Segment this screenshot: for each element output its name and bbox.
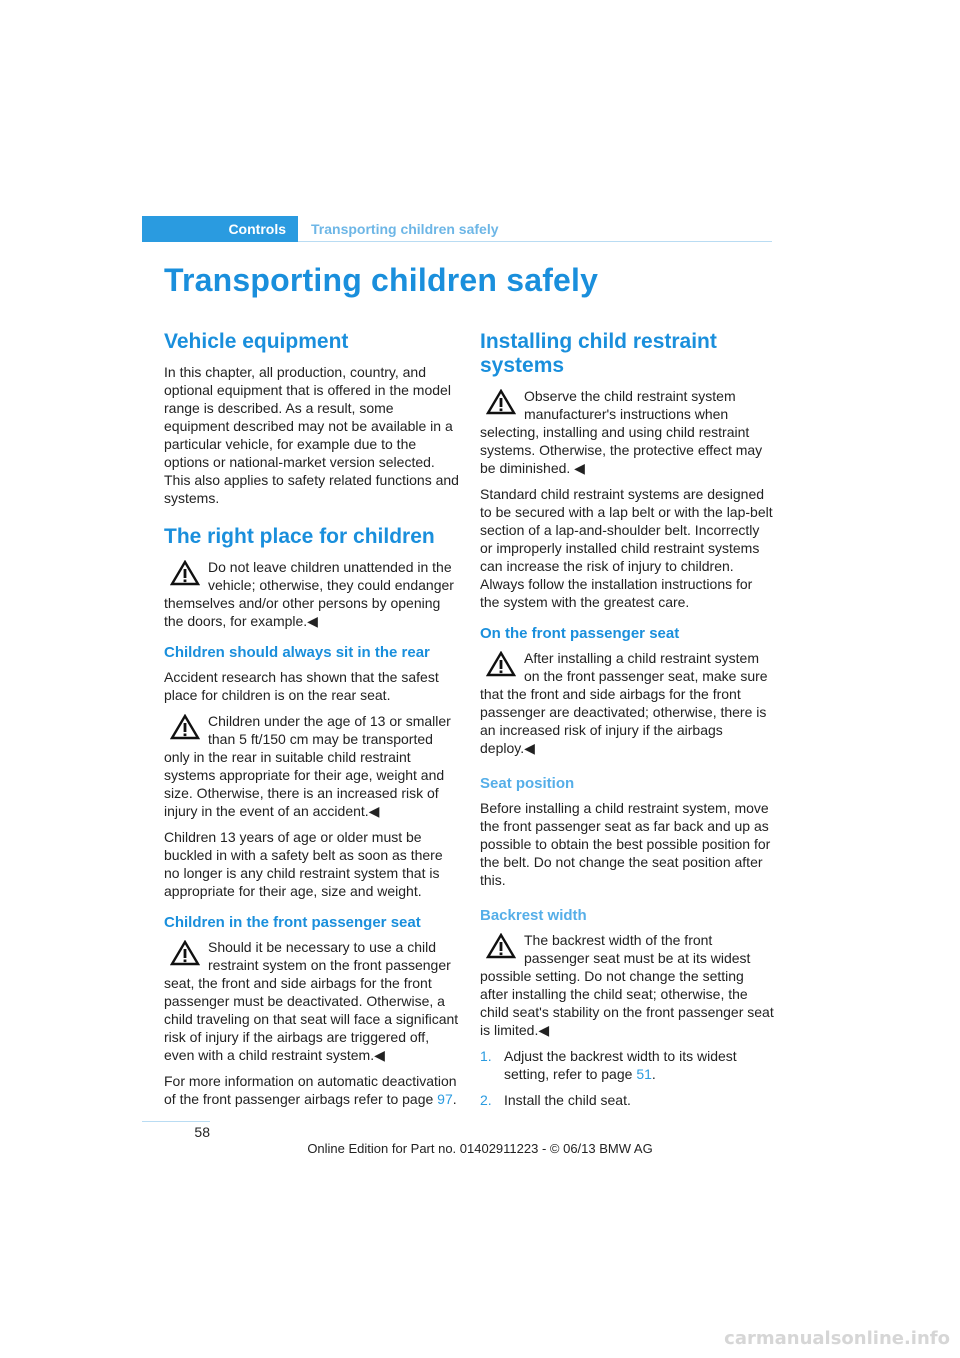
step-text: Install the child seat. <box>504 1092 631 1108</box>
installing-text: Standard child restraint systems are designed to be secured with a lap belt or with the lap-belt section of a lap-and-shoulder belt. Incorrectly or improperly installed child restraint systems can increase the risk of injury to children. Always follow the installation instructions for the system with the greatest care. <box>480 486 773 610</box>
section-tab-label: Controls <box>228 221 286 237</box>
step-item <box>480 1091 774 1109</box>
step-number: 1. <box>480 1048 492 1064</box>
heading-vehicle-equipment: Vehicle equipment <box>164 330 349 353</box>
warning-block <box>164 938 462 1064</box>
warning-icon <box>486 389 516 415</box>
warning-block <box>164 712 462 820</box>
step-item <box>480 1047 774 1083</box>
heading-installing-child-restraint: Installing child restraint systems <box>480 330 717 377</box>
heading-backrest-width: Backrest width <box>480 907 587 924</box>
section-tab <box>142 216 298 242</box>
footer-divider <box>142 1121 210 1122</box>
left-column <box>164 330 462 1116</box>
page-link-51[interactable]: 51 <box>636 1066 652 1082</box>
page-link-97[interactable]: 97 <box>437 1091 453 1107</box>
heading-right-place: The right place for children <box>164 525 435 548</box>
step-text-suffix: . <box>651 1066 656 1082</box>
steps-list <box>480 1047 774 1109</box>
warning-icon <box>170 560 200 586</box>
warning-text: Children under the age of 13 or smaller than 5 ft/150 cm may be transported only in the rear in suitable child restraint systems appropriate for their age, weight and size. Otherwise, there is an increased risk of injury in the event of an accident.◀ <box>164 713 451 819</box>
header-divider <box>298 241 772 242</box>
breadcrumb: Transporting children safely <box>311 221 499 237</box>
warning-icon <box>170 714 200 740</box>
page-title: Transporting children safely <box>164 262 599 298</box>
step-text: Adjust the backrest width to its widest setting, refer to page <box>504 1048 737 1082</box>
warning-block <box>164 558 462 630</box>
warning-icon <box>486 933 516 959</box>
warning-text: Observe the child restraint system manufacturer's instructions when selecting, installing and using child restraint systems. Otherwise, the protective effect may be diminished. ◀ <box>480 388 763 476</box>
warning-text: After installing a child restraint system on the front passenger seat, make sure that the front and side airbags for the front passenger are deactivated; otherwise, there is an increased risk of injury if the airbags deploy.◀ <box>480 650 768 756</box>
warning-block <box>480 649 774 757</box>
step-number: 2. <box>480 1092 492 1108</box>
warning-text: Do not leave children unattended in the vehicle; otherwise, they could endanger themselves and/or other persons by opening the doors, for example.◀ <box>164 559 454 629</box>
text-fragment: . <box>452 1091 457 1107</box>
warning-text: The backrest width of the front passenger seat must be at its widest possible setting. Do not change the setting after installing the child seat; otherwise, the child seat's stability on the front passenger seat is limited.◀ <box>480 932 774 1038</box>
warning-icon <box>170 940 200 966</box>
watermark: carmanualsonline.info <box>724 1328 950 1349</box>
page-number: 58 <box>194 1124 210 1140</box>
heading-front-passenger-seat: Children in the front passenger seat <box>164 914 421 931</box>
vehicle-equipment-text: In this chapter, all production, country, and optional equipment that is offered in the model range is described. As a result, some equipment described may not be available in a particular vehicle, for example due to the options or national-market version selected. This also applies to safety related functions and systems. <box>164 364 459 506</box>
heading-on-front-passenger-seat: On the front passenger seat <box>480 625 680 642</box>
rear-seat-text-2: Children 13 years of age or older must be buckled in with a safety belt as soon as there no longer is any child restraint system that is appropriate for their age, size and weight. <box>164 829 443 899</box>
edition-footer: Online Edition for Part no. 01402911223 - © 06/13 BMW AG <box>307 1141 653 1156</box>
warning-block <box>480 387 774 477</box>
text-fragment: For more information on automatic deactivation of the front passenger airbags refer to page <box>164 1073 457 1107</box>
rear-seat-text: Accident research has shown that the safest place for children is on the rear seat. <box>164 669 439 703</box>
warning-icon <box>486 651 516 677</box>
airbag-deactivation-text <box>164 1072 462 1108</box>
heading-rear-seat: Children should always sit in the rear <box>164 644 430 661</box>
heading-seat-position: Seat position <box>480 775 575 792</box>
right-column <box>480 330 774 1117</box>
seat-position-text: Before installing a child restraint system, move the front passenger seat as far back and up as possible to obtain the best possible position for the belt. Do not change the seat position after this. <box>480 800 771 888</box>
warning-text: Should it be necessary to use a child restraint system on the front passenger seat, the front and side airbags for the front passenger must be deactivated. Otherwise, a child traveling on that seat will face a significant risk of injury if the airbags are triggered off, even with a child restraint system.◀ <box>164 939 459 1063</box>
warning-block <box>480 931 774 1039</box>
